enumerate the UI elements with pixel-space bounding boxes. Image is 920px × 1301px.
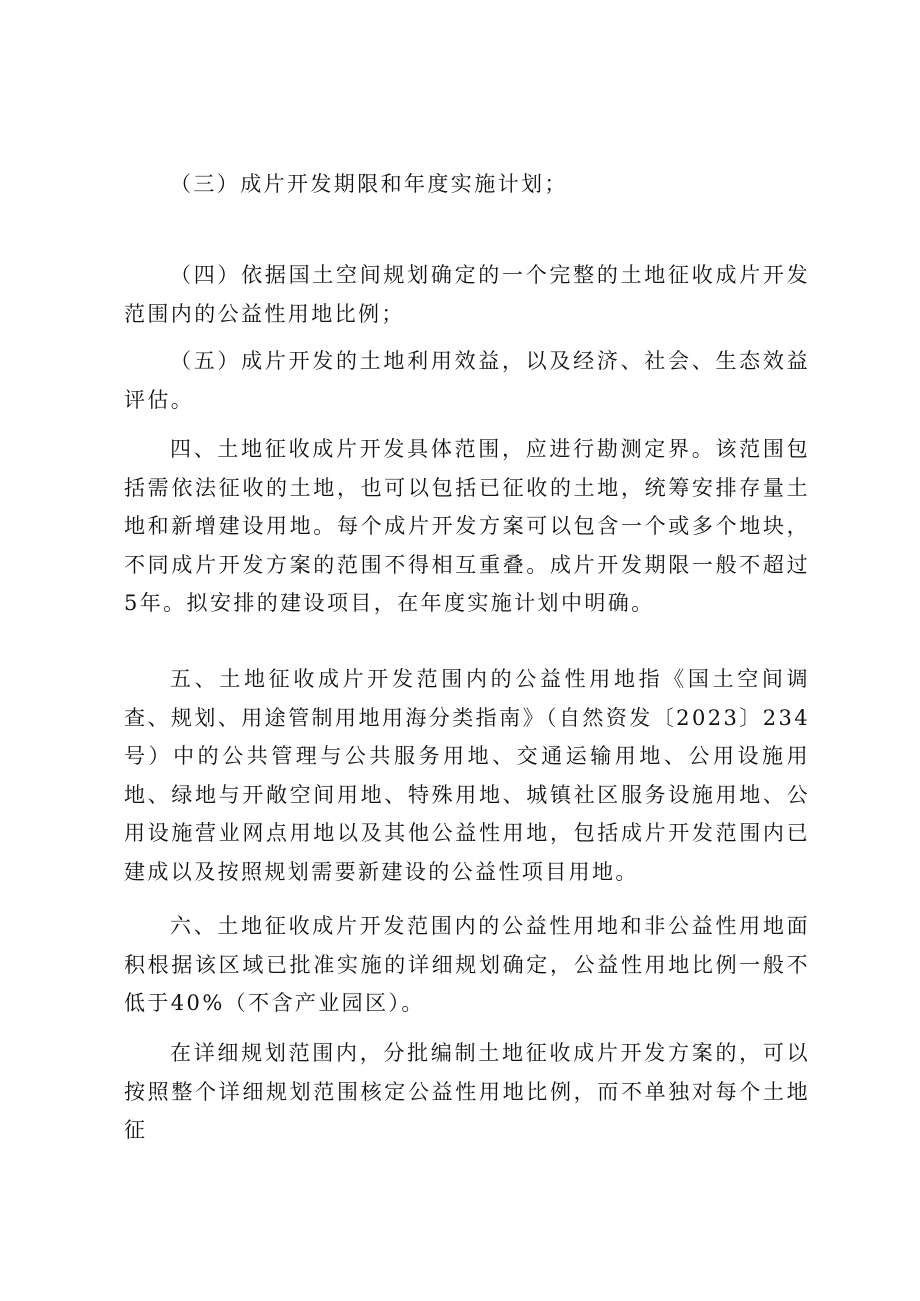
paragraph-detailed-plan-batches: 在详细规划范围内，分批编制土地征收成片开发方案的，可以按照整个详细规划范围核定公益性用地比例，而不单独对每个土地征 — [124, 1041, 810, 1143]
paragraph-item-4-public-land-ratio: （四）依据国土空间规划确定的一个完整的土地征收成片开发范围内的公益性用地比例； — [124, 263, 810, 326]
paragraph-section-6-land-area: 六、土地征收成片开发范围内的公益性用地和非公益性用地面积根据该区域已批准实施的详细规划确定，公益性用地比例一般不低于40%（不含产业园区）。 — [124, 914, 810, 1016]
paragraph-item-5-benefit-assessment: （五）成片开发的土地利用效益，以及经济、社会、生态效益评估。 — [124, 349, 810, 412]
paragraph-section-5-public-land-definition: 五、土地征收成片开发范围内的公益性用地指《国土空间调查、规划、用途管制用地用海分类指南》（自然资发〔2023〕234号）中的公共管理与公共服务用地、交通运输用地、公用设施用地、绿地与开敞空间用地、特殊用地、城镇社区服务设施用地、公用设施营业网点用地以及其他公益性用地，包括成片开发范围内已建成以及按照规划需要新建设的公益性项目用地。 — [124, 667, 810, 884]
paragraph-item-3-period-plan: （三）成片开发期限和年度实施计划； — [170, 172, 568, 196]
paragraph-section-4-scope: 四、土地征收成片开发具体范围，应进行勘测定界。该范围包括需依法征收的土地，也可以包括已征收的土地，统筹安排存量土地和新增建设用地。每个成片开发方案可以包含一个或多个地块，不同成片开发方案的范围不得相互重叠。成片开发期限一般不超过5年。拟安排的建设项目，在年度实施计划中明确。 — [124, 437, 810, 616]
